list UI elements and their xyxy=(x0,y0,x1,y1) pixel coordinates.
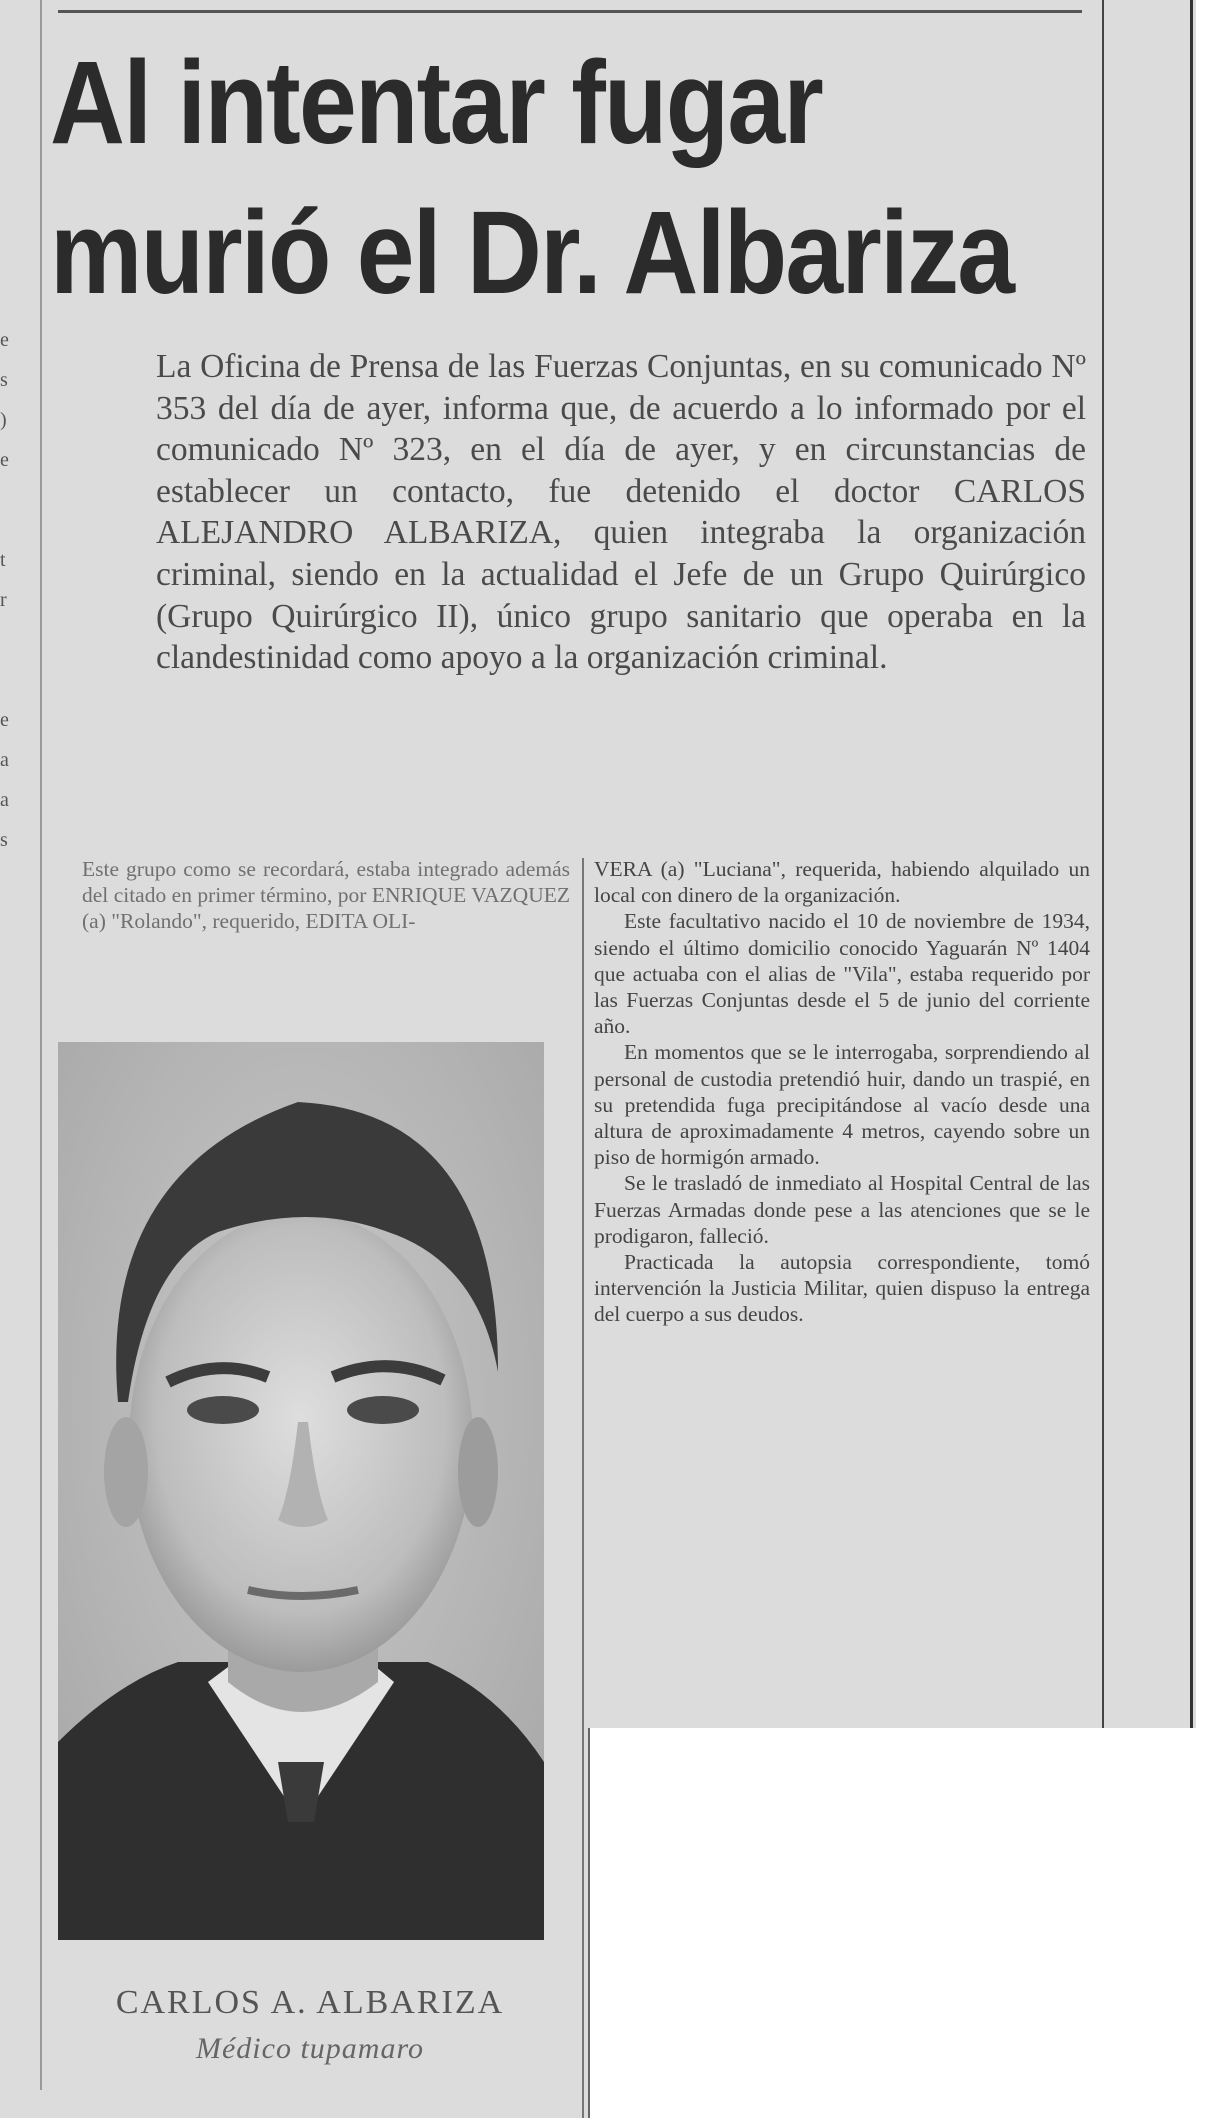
photo-caption-role: Médico tupamaro xyxy=(195,2032,425,2065)
adjacent-column-fragment xyxy=(0,20,22,860)
margin-char: a xyxy=(0,789,9,811)
body-paragraph: En momentos que se le interrogaba, sorprendiendo al personal de custodia pretendió huir, dando un traspié, en su pretendida fuga precipitándose al vacío desde una altura de aproximadamente 4 metros, cayendo sobre un piso de hormigón armado. xyxy=(594,1040,1090,1170)
margin-char: e xyxy=(0,329,9,351)
margin-char: s xyxy=(0,369,8,391)
headline-line-2: murió el Dr. Albariza xyxy=(50,187,1014,319)
body-left-column: Este grupo como se recordará, estaba integrado además del citado en primer término, por ENRIQUE VAZQUEZ (a) "Rolando", requerido, EDITA OLI- xyxy=(82,857,570,933)
photo-caption-name: CARLOS A. ALBARIZA xyxy=(115,1984,505,2021)
blank-area xyxy=(590,1728,1206,2118)
body-paragraph: Este facultativo nacido el 10 de noviembre de 1934, siendo el último domicilio conocido Yaguarán Nº 1404 que actuaba con el alias de "Vila", estaba requerido por las Fuerzas Conjuntas desde el 5 de junio del corriente año. xyxy=(594,909,1090,1039)
column-rule-far-right xyxy=(1190,0,1193,1728)
portrait-photo xyxy=(58,1042,544,1940)
blank-edge xyxy=(1196,0,1206,1728)
body-paragraph: Practicada la autopsia correspondiente, tomó intervención la Justicia Militar, quien dispuso la entrega del cuerpo a sus deudos. xyxy=(594,1250,1090,1327)
margin-char: e xyxy=(0,449,9,471)
portrait-illustration xyxy=(58,1042,544,1940)
margin-char: a xyxy=(0,749,9,771)
margin-char: r xyxy=(0,589,7,611)
bottom-divider xyxy=(588,1728,590,2118)
headline-line-1: Al intentar fugar xyxy=(50,37,823,169)
headline xyxy=(50,28,1014,328)
lead-paragraph: La Oficina de Prensa de las Fuerzas Conjuntas, en su comunicado Nº 353 del día de ayer, informa que, de acuerdo a lo informado por el comunicado Nº 323, en el día de ayer, y en circunstancias de establecer un contacto, fue detenido el doctor CARLOS ALEJANDRO ALBARIZA, quien integraba la organización criminal, siendo en la actualidad el Jefe de un Grupo Quirúrgico (Grupo Quirúrgico II), único grupo sanitario que operaba en la clandestinidad como apoyo a la organización criminal. xyxy=(156,348,1086,677)
body-right-column xyxy=(594,856,1090,1328)
column-rule-left xyxy=(40,0,42,2090)
margin-char: e xyxy=(0,709,9,731)
body-paragraph: Se le trasladó de inmediato al Hospital Central de las Fuerzas Armadas donde pese a las atenciones que se le prodigaron, falleció. xyxy=(594,1171,1090,1248)
column-rule-right xyxy=(1102,0,1104,1728)
top-rule xyxy=(58,10,1082,13)
column-divider xyxy=(582,858,584,2118)
margin-char: s xyxy=(0,829,8,851)
margin-char: ) xyxy=(0,409,7,431)
body-paragraph: VERA (a) "Luciana", requerida, habiendo alquilado un local con dinero de la organización. xyxy=(594,857,1090,908)
margin-char: t xyxy=(0,549,6,571)
